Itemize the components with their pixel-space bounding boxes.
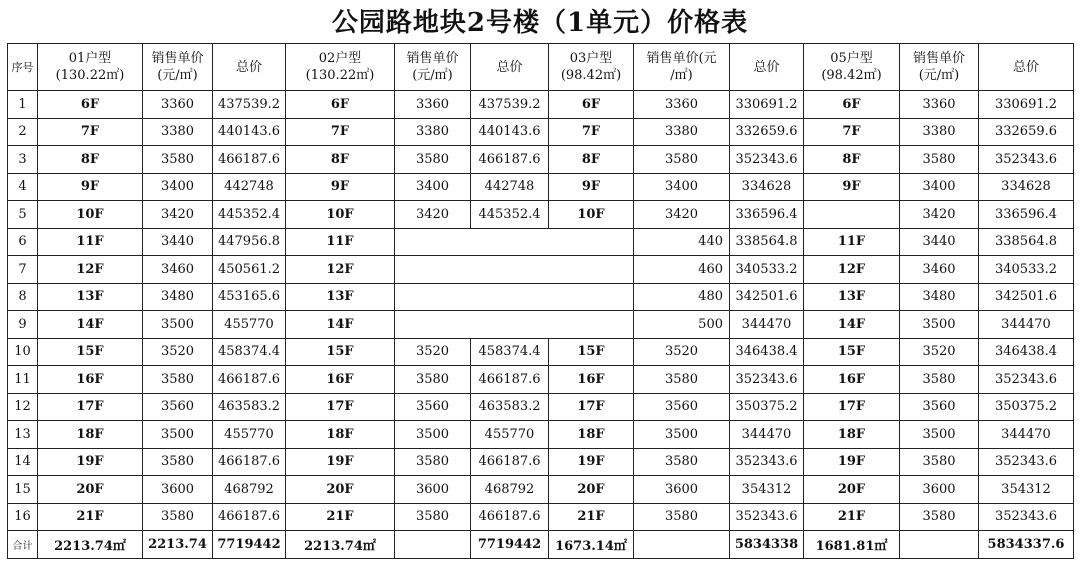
table-cell: 332659.6 [730, 118, 804, 146]
table-cell: 14F [286, 311, 395, 339]
table-cell: 3580 [395, 366, 471, 394]
row-index: 10 [8, 338, 38, 366]
table-cell: 440 [634, 228, 730, 256]
table-row [8, 476, 1074, 504]
table-cell: 8F [549, 146, 634, 174]
table-header-row [8, 44, 1074, 91]
table-cell: 3560 [634, 393, 730, 421]
table-cell: 15F [38, 338, 143, 366]
table-cell: 466187.6 [213, 366, 286, 394]
table-row [8, 118, 1074, 146]
table-cell: 458374.4 [213, 338, 286, 366]
table-cell: 3380 [395, 118, 471, 146]
table-cell: 7F [38, 118, 143, 146]
table-row [8, 256, 1074, 284]
table-cell: 6F [549, 91, 634, 119]
table-cell: 3460 [143, 256, 213, 284]
table-cell: 458374.4 [471, 338, 549, 366]
table-cell: 6F [286, 91, 395, 119]
table-cell: 344470 [979, 311, 1074, 339]
table-cell: 18F [38, 421, 143, 449]
total-cell: 5834338 [730, 531, 804, 559]
table-cell: 3500 [634, 421, 730, 449]
total-cell: 7719442 [213, 531, 286, 559]
table-cell: 7F [804, 118, 900, 146]
table-cell: 13F [286, 283, 395, 311]
table-cell: 19F [804, 448, 900, 476]
table-cell: 3580 [634, 448, 730, 476]
table-cell: 500 [634, 311, 730, 339]
table-cell: 352343.6 [730, 503, 804, 531]
table-cell: 442748 [213, 173, 286, 201]
table-cell: 3360 [143, 91, 213, 119]
row-index: 4 [8, 173, 38, 201]
table-cell: 463583.2 [213, 393, 286, 421]
table-cell: 18F [286, 421, 395, 449]
table-cell: 463583.2 [471, 393, 549, 421]
table-cell: 350375.2 [979, 393, 1074, 421]
table-cell: 447956.8 [213, 228, 286, 256]
row-index: 13 [8, 421, 38, 449]
table-cell: 9F [549, 173, 634, 201]
table-cell: 3580 [395, 503, 471, 531]
table-cell: 20F [549, 476, 634, 504]
table-cell: 3580 [143, 366, 213, 394]
table-row [8, 311, 1074, 339]
table-cell: 437539.2 [213, 91, 286, 119]
table-cell: 455770 [213, 421, 286, 449]
row-index: 6 [8, 228, 38, 256]
table-cell: 3580 [143, 146, 213, 174]
table-cell: 9F [286, 173, 395, 201]
table-cell: 14F [38, 311, 143, 339]
table-cell: 16F [549, 366, 634, 394]
table-cell: 3420 [395, 201, 471, 229]
table-cell: 352343.6 [979, 448, 1074, 476]
table-cell: 3500 [900, 311, 979, 339]
column-header: 05户型 (98.42㎡) [804, 44, 900, 91]
table-cell: 8F [286, 146, 395, 174]
table-cell: 3580 [900, 448, 979, 476]
table-cell: 3500 [143, 311, 213, 339]
table-cell: 13F [804, 283, 900, 311]
table-cell: 3520 [634, 338, 730, 366]
table-cell: 16F [804, 366, 900, 394]
table-cell: 3580 [395, 448, 471, 476]
table-cell: 3560 [395, 393, 471, 421]
table-cell: 3580 [634, 146, 730, 174]
table-cell: 350375.2 [730, 393, 804, 421]
table-cell: 21F [38, 503, 143, 531]
table-cell: 346438.4 [979, 338, 1074, 366]
table-cell: 17F [804, 393, 900, 421]
table-cell: 7F [286, 118, 395, 146]
table-cell: 466187.6 [471, 448, 549, 476]
table-cell: 10F [286, 201, 395, 229]
table-cell: 440143.6 [213, 118, 286, 146]
column-header: 01户型 (130.22㎡) [38, 44, 143, 91]
table-cell: 455770 [471, 421, 549, 449]
table-cell: 3380 [900, 118, 979, 146]
table-cell: 6F [38, 91, 143, 119]
table-cell: 330691.2 [730, 91, 804, 119]
total-cell: 2213.74 [143, 531, 213, 559]
table-cell: 3460 [900, 256, 979, 284]
row-index: 11 [8, 366, 38, 394]
table-cell [804, 201, 900, 229]
table-cell: 3560 [143, 393, 213, 421]
total-label: 合计 [8, 531, 38, 559]
table-row [8, 228, 1074, 256]
table-row [8, 283, 1074, 311]
column-header: 总价 [213, 44, 286, 91]
total-cell [900, 531, 979, 559]
row-index: 3 [8, 146, 38, 174]
column-header: 总价 [471, 44, 549, 91]
table-cell: 17F [549, 393, 634, 421]
table-cell: 466187.6 [213, 146, 286, 174]
total-row [8, 531, 1074, 559]
table-cell: 340533.2 [979, 256, 1074, 284]
table-cell: 330691.2 [979, 91, 1074, 119]
table-cell: 11F [804, 228, 900, 256]
table-cell: 3480 [143, 283, 213, 311]
table-cell: 15F [286, 338, 395, 366]
total-cell: 7719442 [471, 531, 549, 559]
table-cell: 437539.2 [471, 91, 549, 119]
table-row [8, 421, 1074, 449]
table-cell: 3360 [634, 91, 730, 119]
row-index: 8 [8, 283, 38, 311]
column-header: 销售单价 (元/㎡) [395, 44, 471, 91]
table-cell: 338564.8 [730, 228, 804, 256]
total-cell: 1673.14㎡ [549, 531, 634, 559]
table-cell: 3500 [395, 421, 471, 449]
table-cell: 14F [804, 311, 900, 339]
table-cell: 11F [38, 228, 143, 256]
column-header: 销售单价 (元/㎡) [143, 44, 213, 91]
table-cell: 21F [549, 503, 634, 531]
table-cell: 3360 [395, 91, 471, 119]
table-cell: 19F [549, 448, 634, 476]
table-cell: 9F [804, 173, 900, 201]
blank-cell [395, 311, 634, 339]
row-index: 5 [8, 201, 38, 229]
table-cell: 3400 [634, 173, 730, 201]
table-cell: 342501.6 [730, 283, 804, 311]
row-index: 1 [8, 91, 38, 119]
table-cell: 354312 [730, 476, 804, 504]
column-header: 总价 [979, 44, 1074, 91]
table-cell: 16F [38, 366, 143, 394]
table-cell: 3520 [900, 338, 979, 366]
table-cell: 3400 [143, 173, 213, 201]
table-cell: 3580 [900, 366, 979, 394]
table-cell: 336596.4 [979, 201, 1074, 229]
table-cell: 19F [38, 448, 143, 476]
table-cell: 3580 [634, 366, 730, 394]
table-cell: 445352.4 [471, 201, 549, 229]
table-cell: 3420 [634, 201, 730, 229]
table-row [8, 503, 1074, 531]
table-cell: 15F [804, 338, 900, 366]
table-cell: 3400 [395, 173, 471, 201]
table-cell: 466187.6 [213, 448, 286, 476]
table-cell: 17F [286, 393, 395, 421]
table-cell: 13F [38, 283, 143, 311]
table-cell: 445352.4 [213, 201, 286, 229]
table-row [8, 173, 1074, 201]
table-cell: 450561.2 [213, 256, 286, 284]
table-cell: 340533.2 [730, 256, 804, 284]
column-header: 销售单价(元 /㎡) [634, 44, 730, 91]
column-header: 序号 [8, 44, 38, 91]
table-cell: 338564.8 [979, 228, 1074, 256]
row-index: 14 [8, 448, 38, 476]
table-cell: 3420 [143, 201, 213, 229]
row-index: 16 [8, 503, 38, 531]
table-cell: 3520 [143, 338, 213, 366]
total-cell: 5834337.6 [979, 531, 1074, 559]
table-cell: 17F [38, 393, 143, 421]
table-cell: 10F [38, 201, 143, 229]
table-cell: 466187.6 [471, 503, 549, 531]
table-cell: 334628 [730, 173, 804, 201]
table-cell: 21F [804, 503, 900, 531]
table-cell: 460 [634, 256, 730, 284]
table-cell: 20F [804, 476, 900, 504]
table-cell: 3580 [395, 146, 471, 174]
table-cell: 3600 [395, 476, 471, 504]
table-cell: 352343.6 [730, 448, 804, 476]
table-cell: 468792 [471, 476, 549, 504]
table-cell: 3440 [143, 228, 213, 256]
table-cell: 3600 [634, 476, 730, 504]
table-cell: 3480 [900, 283, 979, 311]
table-cell: 18F [804, 421, 900, 449]
table-cell: 3440 [900, 228, 979, 256]
table-cell: 352343.6 [979, 146, 1074, 174]
table-cell: 3380 [143, 118, 213, 146]
column-header: 总价 [730, 44, 804, 91]
page-title: 公园路地块2号楼（1单元）价格表 [331, 8, 749, 38]
table-cell: 3560 [900, 393, 979, 421]
price-table [7, 43, 1074, 559]
table-cell: 466187.6 [213, 503, 286, 531]
table-cell: 15F [549, 338, 634, 366]
column-header: 销售单价 (元/㎡) [900, 44, 979, 91]
table-cell: 344470 [979, 421, 1074, 449]
table-cell: 7F [549, 118, 634, 146]
table-cell: 21F [286, 503, 395, 531]
column-header: 03户型 (98.42㎡) [549, 44, 634, 91]
table-row [8, 146, 1074, 174]
table-cell: 442748 [471, 173, 549, 201]
table-cell: 3500 [900, 421, 979, 449]
row-index: 7 [8, 256, 38, 284]
table-cell: 332659.6 [979, 118, 1074, 146]
row-index: 9 [8, 311, 38, 339]
blank-cell [395, 283, 634, 311]
table-cell: 3580 [900, 503, 979, 531]
table-cell: 342501.6 [979, 283, 1074, 311]
table-cell: 20F [38, 476, 143, 504]
table-cell: 16F [286, 366, 395, 394]
table-cell: 3360 [900, 91, 979, 119]
table-row [8, 448, 1074, 476]
table-cell: 3520 [395, 338, 471, 366]
table-cell: 20F [286, 476, 395, 504]
table-cell: 354312 [979, 476, 1074, 504]
table-cell: 334628 [979, 173, 1074, 201]
table-cell: 480 [634, 283, 730, 311]
table-cell: 3500 [143, 421, 213, 449]
table-cell: 12F [804, 256, 900, 284]
blank-cell [395, 228, 634, 256]
table-cell: 3400 [900, 173, 979, 201]
table-row [8, 338, 1074, 366]
table-cell: 346438.4 [730, 338, 804, 366]
column-header: 02户型 (130.22㎡) [286, 44, 395, 91]
table-cell: 3580 [634, 503, 730, 531]
table-cell: 18F [549, 421, 634, 449]
table-row [8, 393, 1074, 421]
table-cell: 3600 [143, 476, 213, 504]
table-cell: 8F [804, 146, 900, 174]
table-body [8, 91, 1074, 559]
table-cell: 3420 [900, 201, 979, 229]
total-cell: 2213.74㎡ [38, 531, 143, 559]
table-row [8, 91, 1074, 119]
table-cell: 3380 [634, 118, 730, 146]
table-cell: 455770 [213, 311, 286, 339]
table-cell: 12F [38, 256, 143, 284]
table-cell: 9F [38, 173, 143, 201]
row-index: 15 [8, 476, 38, 504]
table-cell: 352343.6 [979, 366, 1074, 394]
table-cell: 12F [286, 256, 395, 284]
table-cell: 10F [549, 201, 634, 229]
total-cell [634, 531, 730, 559]
total-cell [395, 531, 471, 559]
table-cell: 3600 [900, 476, 979, 504]
table-cell: 466187.6 [471, 146, 549, 174]
table-cell: 3580 [900, 146, 979, 174]
row-index: 12 [8, 393, 38, 421]
table-cell: 468792 [213, 476, 286, 504]
row-index: 2 [8, 118, 38, 146]
table-cell: 466187.6 [471, 366, 549, 394]
table-cell: 440143.6 [471, 118, 549, 146]
table-row [8, 201, 1074, 229]
total-cell: 2213.74㎡ [286, 531, 395, 559]
table-cell: 352343.6 [730, 366, 804, 394]
table-cell: 3580 [143, 448, 213, 476]
table-cell: 344470 [730, 311, 804, 339]
table-cell: 352343.6 [979, 503, 1074, 531]
table-cell: 344470 [730, 421, 804, 449]
table-cell: 352343.6 [730, 146, 804, 174]
blank-cell [395, 256, 634, 284]
table-cell: 336596.4 [730, 201, 804, 229]
table-cell: 8F [38, 146, 143, 174]
table-cell: 6F [804, 91, 900, 119]
table-cell: 19F [286, 448, 395, 476]
table-cell: 3580 [143, 503, 213, 531]
table-row [8, 366, 1074, 394]
table-cell: 453165.6 [213, 283, 286, 311]
table-cell: 11F [286, 228, 395, 256]
total-cell: 1681.81㎡ [804, 531, 900, 559]
